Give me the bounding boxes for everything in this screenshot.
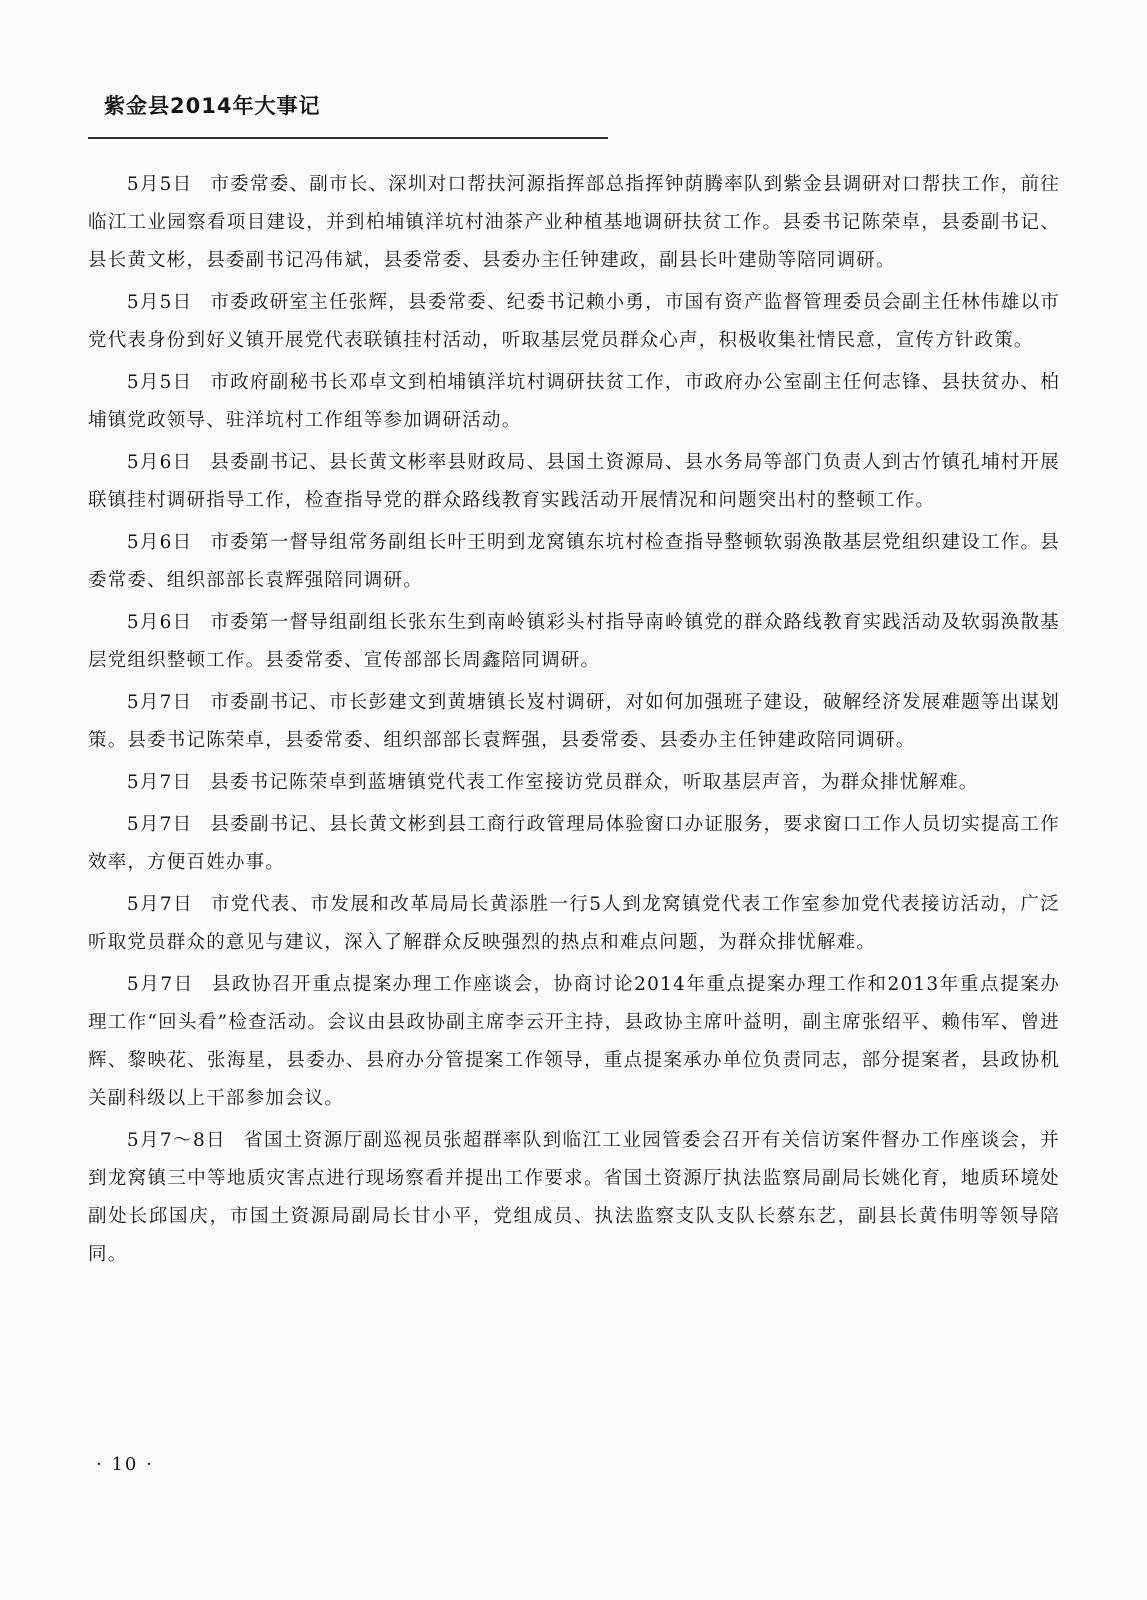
entry-date: 5月7～8日 (126, 1130, 227, 1151)
chronicle-entry (88, 166, 1060, 280)
entry-date: 5月5日 (126, 174, 193, 195)
entry-text: 市委第一督导组副组长张东生到南岭镇彩头村指导南岭镇党的群众路线教育实践活动及软弱涣散基层党组织整顿工作。县委常委、宣传部部长周鑫陪同调研。 (88, 612, 1060, 671)
header-divider (88, 137, 608, 139)
chronicle-entry (88, 524, 1060, 600)
entry-text: 县委副书记、县长黄文彬到县工商行政管理局体验窗口办证服务，要求窗口工作人员切实提高工作效率，方便百姓办事。 (88, 814, 1060, 873)
entry-text: 省国土资源厅副巡视员张超群率队到临江工业园管委会召开有关信访案件督办工作座谈会，并到龙窝镇三中等地质灾害点进行现场察看并提出工作要求。省国土资源厅执法监察局副局长姚化育，地质环境处副处长邱国庆，市国土资源局副局长甘小平，党组成员、执法监察支队支队长蔡东艺，副县长黄伟明等领导陪同。 (88, 1130, 1060, 1265)
entry-date: 5月6日 (126, 532, 193, 553)
entry-date: 5月6日 (126, 452, 193, 473)
entry-date: 5月5日 (126, 372, 193, 393)
entry-date: 5月5日 (126, 292, 193, 313)
chronicle-entry (88, 284, 1060, 360)
page-number: · 10 · (96, 1454, 154, 1475)
running-header-title: 紫金县2014年大事记 (104, 94, 321, 118)
entry-text: 县委副书记、县长黄文彬率县财政局、县国土资源局、县水务局等部门负责人到古竹镇孔埔村开展联镇挂村调研指导工作，检查指导党的群众路线教育实践活动开展情况和问题突出村的整顿工作。 (88, 452, 1060, 511)
entry-text: 市委常委、副市长、深圳对口帮扶河源指挥部总指挥钟荫腾率队到紫金县调研对口帮扶工作，前往临江工业园察看项目建设，并到柏埔镇洋坑村油茶产业种植基地调研扶贫工作。县委书记陈荣卓，县委副书记、县长黄文彬，县委副书记冯伟斌，县委常委、县委办主任钟建政，副县长叶建勋等陪同调研。 (88, 174, 1060, 271)
entry-text: 市委政研室主任张辉，县委常委、纪委书记赖小勇，市国有资产监督管理委员会副主任林伟雄以市党代表身份到好义镇开展党代表联镇挂村活动，听取基层党员群众心声，积极收集社情民意，宣传方针政策。 (88, 292, 1060, 351)
chronicle-entry (88, 364, 1060, 440)
entry-text: 县委书记陈荣卓到蓝塘镇党代表工作室接访党员群众，听取基层声音，为群众排忧解难。 (210, 772, 979, 793)
chronicle-body (88, 166, 1060, 1278)
chronicle-entry (88, 764, 1060, 802)
entry-text: 市委第一督导组常务副组长叶王明到龙窝镇东坑村检查指导整顿软弱涣散基层党组织建设工作。县委常委、组织部部长袁辉强陪同调研。 (88, 532, 1060, 591)
entry-text: 市政府副秘书长邓卓文到柏埔镇洋坑村调研扶贫工作，市政府办公室副主任何志锋、县扶贫办、柏埔镇党政领导、驻洋坑村工作组等参加调研活动。 (88, 372, 1060, 431)
entry-date: 5月7日 (126, 894, 194, 915)
chronicle-entry (88, 966, 1060, 1118)
chronicle-entry (88, 886, 1060, 962)
entry-date: 5月7日 (126, 692, 193, 713)
chronicle-entry (88, 1122, 1060, 1274)
chronicle-entry (88, 444, 1060, 520)
chronicle-entry (88, 806, 1060, 882)
entry-date: 5月7日 (126, 814, 193, 835)
chronicle-entry (88, 684, 1060, 760)
chronicle-entry (88, 604, 1060, 680)
entry-date: 5月7日 (126, 772, 193, 793)
entry-text: 市委副书记、市长彭建文到黄塘镇长岌村调研，对如何加强班子建设，破解经济发展难题等出谋划策。县委书记陈荣卓，县委常委、组织部部长袁辉强，县委常委、县委办主任钟建政陪同调研。 (88, 692, 1060, 751)
entry-date: 5月6日 (126, 612, 193, 633)
entry-date: 5月7日 (126, 974, 194, 995)
entry-text: 市党代表、市发展和改革局局长黄添胜一行5人到龙窝镇党代表工作室参加党代表接访活动，广泛听取党员群众的意见与建议，深入了解群众反映强烈的热点和难点问题，为群众排忧解难。 (88, 894, 1061, 953)
entry-text: 县政协召开重点提案办理工作座谈会，协商讨论2014年重点提案办理工作和2013年重点提案办理工作“回头看”检查活动。会议由县政协副主席李云开主持，县政协主席叶益明，副主席张绍平、赖伟军、曾进辉、黎映花、张海星，县委办、县府办分管提案工作领导，重点提案承办单位负责同志，部分提案者，县政协机关副科级以上干部参加会议。 (88, 974, 1061, 1109)
